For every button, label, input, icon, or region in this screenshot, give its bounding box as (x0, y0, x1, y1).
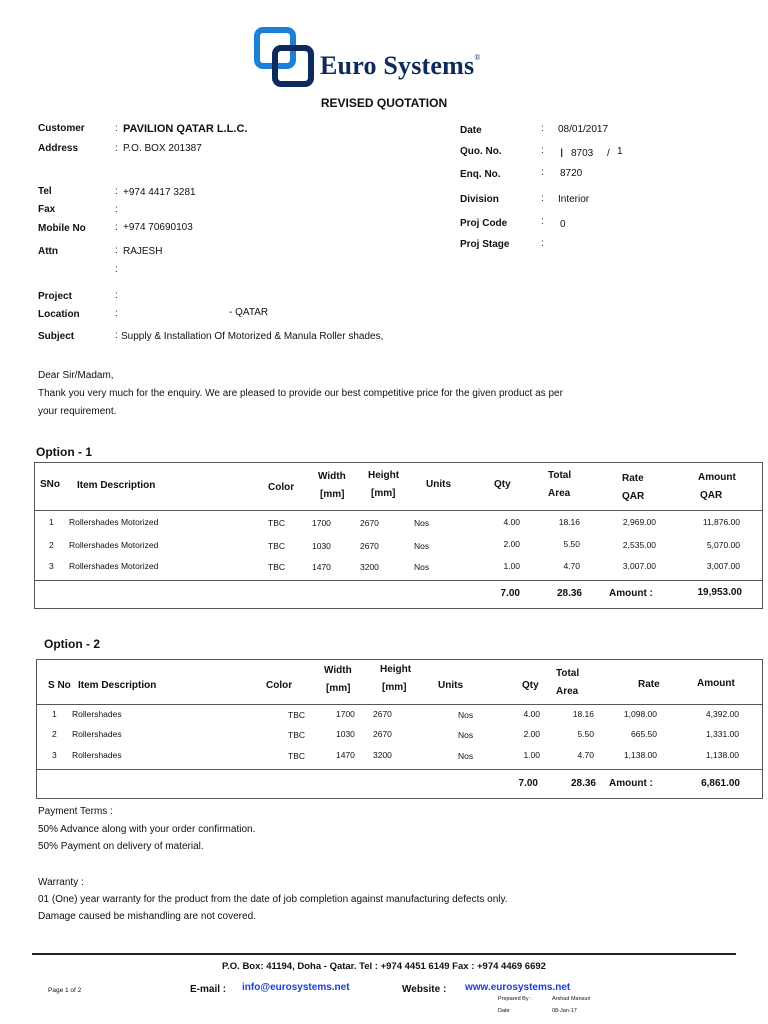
colon: : (541, 238, 544, 249)
division-label: Division (460, 194, 499, 205)
total-amount-label: Amount : (609, 588, 653, 599)
division-value: Interior (558, 194, 590, 205)
payment-terms-heading: Payment Terms : (38, 806, 113, 817)
cell-height: 2670 (360, 541, 379, 551)
col-units-header: Units (438, 680, 463, 691)
quo-no-label: Quo. No. (460, 146, 502, 157)
date-label: Date (460, 125, 482, 136)
colon: : (541, 123, 544, 134)
colon: : (115, 264, 118, 275)
table-divider (36, 769, 762, 770)
cell-qty: 2.00 (523, 729, 540, 739)
total-amount: 6,861.00 (701, 778, 740, 789)
cell-width: 1470 (312, 562, 331, 572)
warranty-heading: Warranty : (38, 877, 84, 888)
colon: : (115, 222, 118, 233)
proj-code-label: Proj Code (460, 218, 508, 229)
cell-color: TBC (288, 730, 305, 740)
quo-no-value: 8703 (571, 148, 594, 159)
cell-amount: 4,392.00 (705, 709, 739, 719)
cell-qty: 2.00 (503, 539, 520, 549)
col-height-unit: [mm] (371, 488, 396, 499)
cell-desc: Rollershades (72, 709, 122, 719)
total-qty: 7.00 (518, 778, 538, 789)
quo-no-revision: 1 (617, 146, 623, 157)
cell-height: 2670 (373, 709, 392, 719)
total-area: 28.36 (570, 778, 596, 789)
cell-width: 1030 (312, 541, 331, 551)
colon: : (541, 145, 544, 156)
address-value: P.O. BOX 201387 (123, 143, 202, 154)
colon: : (115, 204, 118, 215)
cell-height: 2670 (373, 729, 392, 739)
cell-units: Nos (458, 710, 474, 720)
logo-mark-icon (254, 27, 316, 87)
footer-divider (32, 953, 736, 955)
cell-sno: 2 (52, 729, 57, 739)
cell-desc: Rollershades Motorized (69, 561, 159, 571)
cell-area: 4.70 (577, 750, 594, 760)
cell-color: TBC (288, 751, 305, 761)
cell-amount: 5,070.00 (706, 540, 740, 550)
quo-no-prefix: I (560, 146, 564, 160)
col-amount-currency: QAR (700, 490, 723, 501)
total-area: 28.36 (556, 588, 582, 599)
col-qty-header: Qty (522, 680, 539, 691)
cell-units: Nos (414, 541, 430, 551)
cell-units: Nos (414, 562, 430, 572)
col-amount-header: Amount (697, 678, 735, 689)
letter-line-1: Thank you very much for the enquiry. We are pleased to provide our best competitive price for the given product as per (38, 388, 563, 399)
cell-rate: 2,969.00 (622, 517, 656, 527)
col-height-unit: [mm] (382, 682, 407, 693)
option-1-heading: Option - 1 (36, 445, 92, 459)
col-sno-header: S No (48, 680, 71, 691)
prepared-by-value: Arshad Mansuri (552, 996, 591, 1002)
company-logo (254, 27, 526, 87)
col-desc-header: Item Description (77, 480, 156, 491)
letter-line-2: your requirement. (38, 406, 117, 417)
cell-width: 1030 (336, 729, 355, 739)
cell-qty: 4.00 (503, 517, 520, 527)
subject-value: Supply & Installation Of Motorized & Manula Roller shades, (121, 331, 384, 342)
website-link[interactable]: www.eurosystems.net (465, 982, 571, 993)
address-label: Address (38, 143, 79, 154)
prepared-by-label: Prepared By : (498, 996, 532, 1002)
cell-rate: 1,098.00 (623, 709, 657, 719)
cell-area: 18.16 (558, 517, 580, 527)
cell-units: Nos (458, 730, 474, 740)
cell-height: 3200 (373, 750, 392, 760)
colon: : (541, 216, 544, 227)
cell-desc: Rollershades Motorized (69, 517, 159, 527)
colon: : (115, 143, 118, 154)
footer-address: P.O. Box: 41194, Doha - Qatar. Tel : +974 4451 6149 Fax : +974 4469 6692 (222, 961, 546, 972)
cell-rate: 665.50 (631, 729, 657, 739)
col-sno-header: SNo (40, 479, 60, 490)
page-number: Page 1 of 2 (48, 987, 82, 994)
col-height-header: Height (380, 664, 412, 675)
cell-rate: 1,138.00 (623, 750, 657, 760)
cell-sno: 1 (49, 517, 54, 527)
attn-label: Attn (38, 246, 58, 257)
col-width-header: Width (318, 471, 346, 482)
cell-desc: Rollershades (72, 729, 122, 739)
col-width-unit: [mm] (326, 683, 351, 694)
col-area-header: Total (556, 668, 580, 679)
payment-terms-line-1: 50% Advance along with your order confirmation. (38, 824, 256, 835)
cell-rate: 3,007.00 (622, 561, 656, 571)
document-title: REVISED QUOTATION (320, 96, 448, 110)
cell-desc: Rollershades (72, 750, 122, 760)
col-width-header: Width (324, 665, 352, 676)
date-value: 08/01/2017 (558, 124, 609, 135)
colon: : (115, 123, 118, 134)
location-label: Location (38, 309, 80, 320)
cell-color: TBC (268, 518, 285, 528)
attn-value: RAJESH (123, 246, 163, 257)
tel-label: Tel (38, 186, 52, 197)
proj-stage-label: Proj Stage (460, 239, 510, 250)
footer-date-value: 08-Jan-17 (552, 1008, 577, 1014)
warranty-line-1: 01 (One) year warranty for the product from the date of job completion against manufacturing defects only. (38, 894, 508, 905)
col-rate-header: Rate (622, 473, 644, 484)
cell-amount: 11,876.00 (702, 517, 740, 527)
colon: : (541, 167, 544, 178)
col-rate-currency: QAR (622, 491, 645, 502)
cell-color: TBC (288, 710, 305, 720)
cell-width: 1700 (336, 709, 355, 719)
col-height-header: Height (368, 470, 400, 481)
quo-no-separator: / (607, 148, 610, 159)
cell-sno: 3 (49, 561, 54, 571)
cell-area: 5.50 (563, 539, 580, 549)
cell-rate: 2,535.00 (622, 540, 656, 550)
table-divider (34, 510, 762, 511)
mobile-value: +974 70690103 (123, 222, 193, 233)
cell-width: 1470 (336, 750, 355, 760)
payment-terms-line-2: 50% Payment on delivery of material. (38, 841, 204, 852)
colon: : (541, 193, 544, 204)
footer-date-label: Date (498, 1008, 510, 1014)
project-label: Project (38, 291, 72, 302)
greeting: Dear Sir/Madam, (38, 370, 114, 381)
cell-qty: 1.00 (503, 561, 520, 571)
option-2-heading: Option - 2 (44, 637, 100, 651)
total-amount-label: Amount : (609, 778, 653, 789)
colon: : (115, 330, 118, 341)
cell-color: TBC (268, 541, 285, 551)
enq-no-value: 8720 (560, 168, 583, 179)
col-desc-header: Item Description (78, 680, 157, 691)
col-area-header-2: Area (556, 686, 579, 697)
cell-amount: 3,007.00 (706, 561, 740, 571)
fax-label: Fax (38, 204, 56, 215)
col-amount-header: Amount (698, 472, 736, 483)
subject-label: Subject (38, 331, 75, 342)
cell-desc: Rollershades Motorized (69, 540, 159, 550)
mobile-label: Mobile No (38, 223, 86, 234)
enq-no-label: Enq. No. (460, 169, 501, 180)
email-label: E-mail : (190, 984, 227, 995)
cell-width: 1700 (312, 518, 331, 528)
warranty-line-2: Damage caused be mishandling are not covered. (38, 911, 256, 922)
cell-height: 3200 (360, 562, 379, 572)
colon: : (115, 308, 118, 319)
website-label: Website : (402, 984, 447, 995)
customer-value: PAVILION QATAR L.L.C. (123, 123, 248, 135)
proj-code-value: 0 (560, 219, 566, 230)
table-divider (36, 704, 762, 705)
cell-units: Nos (458, 751, 474, 761)
col-units-header: Units (426, 479, 451, 490)
cell-area: 18.16 (572, 709, 594, 719)
colon: : (115, 186, 118, 197)
table-divider (34, 580, 762, 581)
customer-label: Customer (38, 123, 85, 134)
cell-sno: 3 (52, 750, 57, 760)
cell-height: 2670 (360, 518, 379, 528)
company-name: Euro Systems® (320, 51, 481, 80)
col-area-header: Total (548, 470, 572, 481)
col-width-unit: [mm] (320, 489, 345, 500)
total-amount: 19,953.00 (697, 587, 742, 598)
tel-value: +974 4417 3281 (123, 187, 196, 198)
cell-sno: 1 (52, 709, 57, 719)
total-qty: 7.00 (500, 588, 520, 599)
cell-qty: 1.00 (523, 750, 540, 760)
cell-amount: 1,138.00 (705, 750, 739, 760)
col-color-header: Color (266, 680, 293, 691)
colon: : (115, 290, 118, 301)
cell-area: 4.70 (563, 561, 580, 571)
cell-color: TBC (268, 562, 285, 572)
cell-sno: 2 (49, 540, 54, 550)
email-link[interactable]: info@eurosystems.net (242, 982, 350, 993)
col-qty-header: Qty (494, 479, 511, 490)
colon: : (115, 245, 118, 256)
location-value: - QATAR (229, 307, 269, 318)
cell-area: 5.50 (577, 729, 594, 739)
col-area-header-2: Area (548, 488, 571, 499)
cell-units: Nos (414, 518, 430, 528)
col-rate-header: Rate (638, 679, 660, 690)
cell-amount: 1,331.00 (705, 729, 739, 739)
col-color-header: Color (268, 482, 295, 493)
cell-qty: 4.00 (523, 709, 540, 719)
